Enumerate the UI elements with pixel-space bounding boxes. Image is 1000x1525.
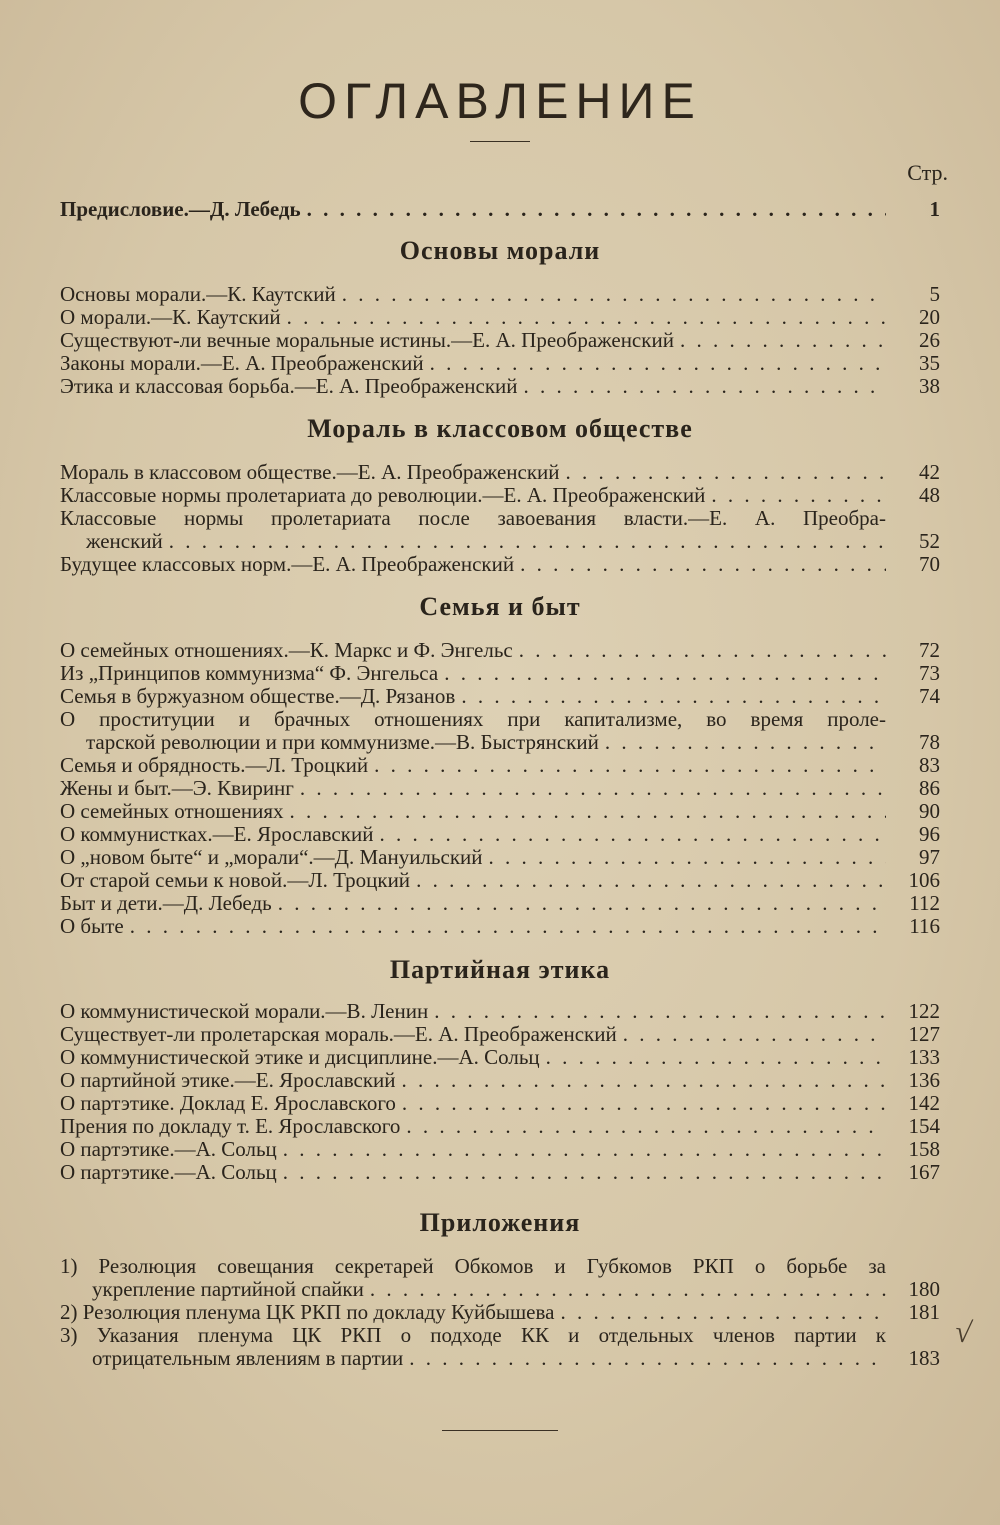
leader-dots (402, 1069, 886, 1092)
toc-entry (60, 662, 940, 685)
leader-dots (283, 1138, 886, 1161)
leader-dots (287, 306, 886, 329)
entry-page: 133 (908, 1045, 940, 1069)
leader-dots (374, 754, 886, 777)
entry-title: О „новом быте“ и „морали“.—Д. Мануильский (60, 845, 483, 869)
toc-entry (60, 461, 940, 484)
entry-page: 154 (908, 1114, 940, 1138)
entry-title: О семейных отношениях (60, 799, 284, 823)
leader-dots (409, 1347, 886, 1370)
toc-entry (60, 1000, 940, 1023)
leader-dots (546, 1046, 886, 1069)
leader-dots (520, 553, 886, 576)
leader-dots (461, 685, 886, 708)
toc-entry (60, 1115, 940, 1138)
entry-page: 42 (919, 460, 940, 484)
entry-title: О коммунистической морали.—В. Ленин (60, 999, 429, 1023)
entry-page: 35 (919, 351, 940, 375)
toc-entry (60, 329, 940, 352)
entry-title: Быт и дети.—Д. Лебедь (60, 891, 272, 915)
entry-title: О коммунистической этике и дисциплине.—А. Сольц (60, 1045, 540, 1069)
toc-entry (60, 685, 940, 708)
toc-entry (60, 915, 940, 938)
toc-entry (92, 1278, 940, 1301)
entry-title-cont: женский (86, 529, 163, 553)
leader-dots (623, 1023, 886, 1046)
entry-page: 83 (919, 753, 940, 777)
entry-page: 70 (919, 552, 940, 576)
toc-entry (60, 823, 940, 846)
toc-entry (60, 306, 940, 329)
entry-page: 5 (929, 282, 940, 306)
entry-page: 180 (908, 1277, 940, 1301)
entry-page: 181 (908, 1300, 940, 1324)
entry-page: 48 (919, 483, 940, 507)
entry-title: Классовые нормы пролетариата до революции.—Е. А. Преображенский (60, 483, 706, 507)
toc-entry (60, 639, 940, 662)
toc-entry (60, 777, 940, 800)
entry-title: Законы морали.—Е. А. Преображенский (60, 351, 424, 375)
entry-title: Существует-ли пролетарская мораль.—Е. А. Преображенский (60, 1022, 617, 1046)
entry-title: От старой семьи к новой.—Л. Троцкий (60, 868, 411, 892)
leader-dots (680, 329, 886, 352)
entry-title-cont: отрицательным явлениям в партии (92, 1346, 404, 1370)
leader-dots (489, 846, 887, 869)
entry-title: Семья в буржуазном обществе.—Д. Рязанов (60, 684, 456, 708)
entry-page: 72 (919, 638, 940, 662)
page-column-header: Стр. (907, 160, 948, 185)
leader-dots (278, 892, 886, 915)
leader-dots (434, 1000, 886, 1023)
leader-dots (169, 530, 886, 553)
entry-title: О партийной этике.—Е. Ярославский (60, 1068, 396, 1092)
leader-dots (379, 823, 886, 846)
toc-entry (60, 869, 940, 892)
section-heading: Партийная этика (389, 955, 611, 984)
entry-page: 52 (919, 529, 940, 553)
toc-entry (60, 1069, 940, 1092)
leader-dots (711, 484, 886, 507)
toc-entry (60, 1301, 940, 1324)
section-heading: Мораль в классовом обществе (307, 414, 693, 443)
entry-page: 86 (919, 776, 940, 800)
entry-page: 1 (929, 197, 940, 221)
entry-page: 106 (908, 868, 940, 892)
entry-page: 78 (919, 730, 940, 754)
toc-entry (60, 846, 940, 869)
entry-page: 96 (919, 822, 940, 846)
toc-entry-line: О проституции и брачных отношениях при капитализме, во время проле- (60, 708, 886, 731)
entry-title: 2) Резолюция пленума ЦК РКП по докладу Куйбышева (60, 1300, 555, 1324)
leader-dots (524, 375, 886, 398)
toc-entry (60, 484, 940, 507)
toc-entry-line: Классовые нормы пролетариата после завоевания власти.—Е. А. Преобра- (60, 507, 886, 530)
toc-entry (60, 800, 940, 823)
leader-dots (130, 915, 886, 938)
entry-page: 127 (908, 1022, 940, 1046)
title-rule (470, 141, 530, 142)
leader-dots (560, 1301, 886, 1324)
entry-title: Из „Принципов коммунизма“ Ф. Энгельса (60, 661, 439, 685)
entry-title: Мораль в классовом обществе.—Е. А. Преображенский (60, 460, 560, 484)
entry-title-cont: укрепление партийной спайки (92, 1277, 364, 1301)
leader-dots (290, 800, 886, 823)
leader-dots (519, 639, 886, 662)
bottom-rule (442, 1430, 558, 1431)
toc-entry (60, 892, 940, 915)
page-title: ОГЛАВЛЕНИЕ (298, 73, 702, 129)
entry-page: 26 (919, 328, 940, 352)
entry-title: О партэтике.—А. Сольц (60, 1160, 277, 1184)
entry-title: Существуют-ли вечные моральные истины.—Е. А. Преображенский (60, 328, 674, 352)
toc-entry (86, 731, 940, 754)
entry-title-cont: тарской революции и при коммунизме.—В. Быстрянский (86, 730, 599, 754)
section-heading: Приложения (419, 1208, 581, 1237)
entry-title: Жены и быт.—Э. Квиринг (60, 776, 294, 800)
entry-title: О партэтике. Доклад Е. Ярославского (60, 1091, 396, 1115)
entry-title: О партэтике.—А. Сольц (60, 1137, 277, 1161)
entry-page: 158 (908, 1137, 940, 1161)
toc-entry-preface (60, 198, 940, 221)
entry-page: 20 (919, 305, 940, 329)
toc-entry (60, 283, 940, 306)
entry-page: 90 (919, 799, 940, 823)
entry-title: О морали.—К. Каутский (60, 305, 281, 329)
toc-entry (86, 530, 940, 553)
leader-dots (605, 731, 886, 754)
entry-title: Прения по докладу т. Е. Ярославского (60, 1114, 401, 1138)
toc-entry (60, 1092, 940, 1115)
entry-title: Основы морали.—К. Каутский (60, 282, 336, 306)
leader-dots (402, 1092, 886, 1115)
entry-page: 74 (919, 684, 940, 708)
toc-entry (60, 375, 940, 398)
toc-entry (60, 352, 940, 375)
pencil-check-mark-icon: √ (952, 1315, 974, 1350)
toc-entry (60, 553, 940, 576)
leader-dots (406, 1115, 886, 1138)
entry-page: 183 (908, 1346, 940, 1370)
leader-dots (307, 198, 886, 221)
leader-dots (444, 662, 886, 685)
entry-page: 142 (908, 1091, 940, 1115)
section-heading: Семья и быт (419, 592, 581, 621)
entry-title: Этика и классовая борьба.—Е. А. Преображенский (60, 374, 518, 398)
toc-entry-line: 3) Указания пленума ЦК РКП о подходе КК и отдельных членов партии к (60, 1324, 886, 1347)
entry-title: Предисловие.—Д. Лебедь (60, 197, 301, 221)
entry-page: 97 (919, 845, 940, 869)
toc-entry-line: 1) Резолюция совещания секретарей Обкомов и Губкомов РКП о борьбе за (60, 1255, 886, 1278)
section-heading: Основы морали (399, 236, 601, 265)
entry-page: 73 (919, 661, 940, 685)
entry-page: 122 (908, 999, 940, 1023)
entry-page: 116 (909, 914, 940, 938)
entry-title: Будущее классовых норм.—Е. А. Преображенский (60, 552, 515, 576)
leader-dots (283, 1161, 886, 1184)
entry-title: Семья и обрядность.—Л. Троцкий (60, 753, 369, 777)
leader-dots (416, 869, 886, 892)
entry-title: О семейных отношениях.—К. Маркс и Ф. Энгельс (60, 638, 513, 662)
entry-title: О быте (60, 914, 124, 938)
entry-page: 38 (919, 374, 940, 398)
entry-title: О коммунистках.—Е. Ярославский (60, 822, 374, 846)
leader-dots (566, 461, 886, 484)
entry-page: 112 (909, 891, 940, 915)
leader-dots (342, 283, 886, 306)
toc-entry (60, 754, 940, 777)
toc-entry (60, 1138, 940, 1161)
toc-entry (92, 1347, 940, 1370)
entry-page: 136 (908, 1068, 940, 1092)
leader-dots (430, 352, 886, 375)
toc-entry (60, 1023, 940, 1046)
leader-dots (370, 1278, 886, 1301)
leader-dots (300, 777, 886, 800)
toc-entry (60, 1046, 940, 1069)
toc-entry (60, 1161, 940, 1184)
entry-page: 167 (908, 1160, 940, 1184)
